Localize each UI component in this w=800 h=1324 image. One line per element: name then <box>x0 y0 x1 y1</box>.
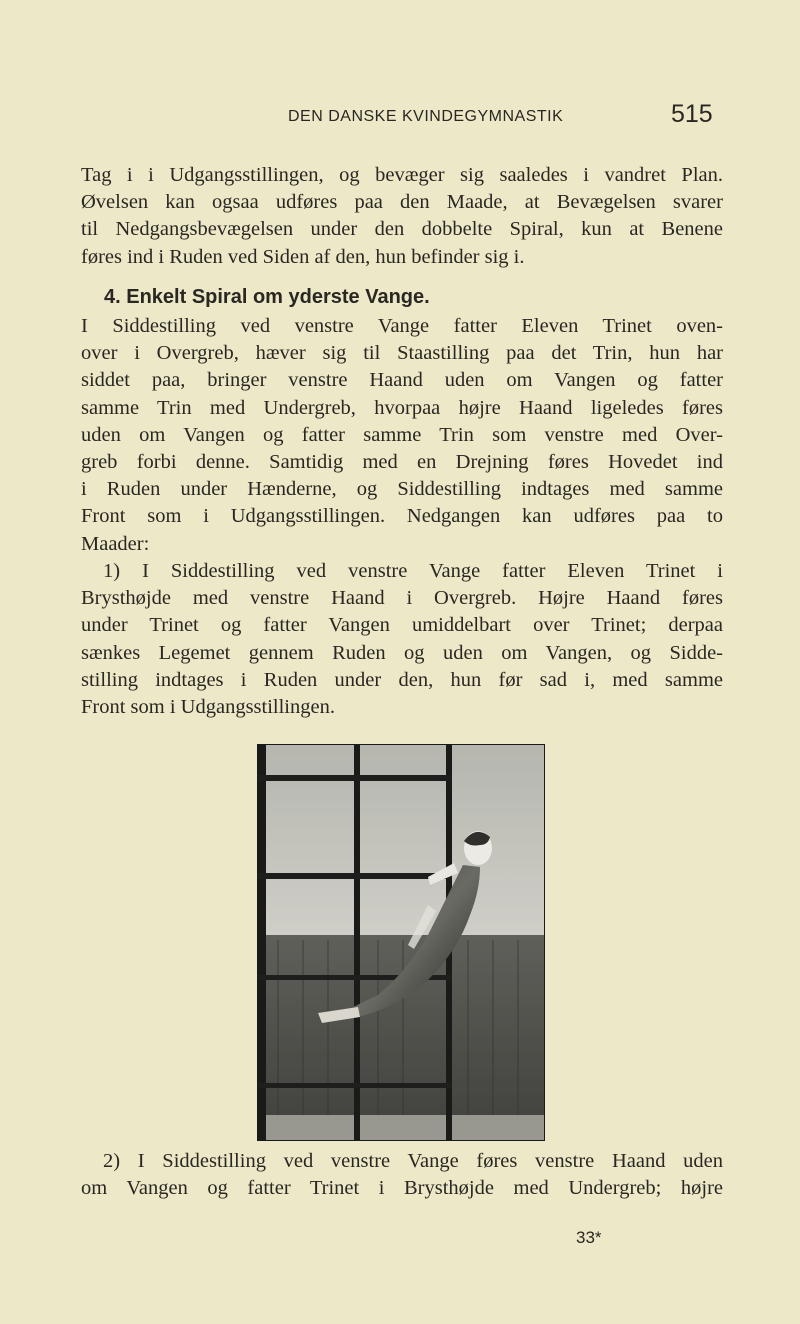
text-line: 1) I Siddestilling ved venstre Vange fatter Eleven Trinet i <box>103 560 723 582</box>
photograph-illustration <box>258 745 544 1140</box>
paragraph-exercise-description <box>81 313 723 558</box>
page-header <box>0 100 800 140</box>
text-line: Brysthøjde med venstre Haand i Overgreb. Højre Haand føres <box>81 587 723 610</box>
text-line: i Ruden under Hænderne, og Siddestilling indtages med samme <box>81 478 723 501</box>
text-line: om Vangen og fatter Trinet i Brysthøjde med Undergreb; højre <box>81 1177 723 1200</box>
paragraph-method-1 <box>81 558 723 721</box>
text-line: til Nedgangsbevægelsen under den dobbelte Spiral, kun at Benene <box>81 218 723 241</box>
text-line: under Trinet og fatter Vangen umiddelbart over Trinet; derpaa <box>81 614 723 637</box>
running-title: DEN DANSKE KVINDEGYMNASTIK <box>288 108 564 125</box>
signature-mark: 33* <box>576 1228 602 1247</box>
paragraph-method-2 <box>81 1148 723 1202</box>
text-line: Front som i Udgangsstillingen. Nedgangen kan udføres paa to <box>81 505 723 528</box>
text-line: siddet paa, bringer venstre Haand uden om Vangen og fatter <box>81 369 723 392</box>
text-line: greb forbi denne. Samtidig med en Drejning føres Hovedet ind <box>81 451 723 474</box>
text-line: sænkes Legemet gennem Ruden og uden om Vangen, og Sidde- <box>81 641 723 664</box>
text-line: Tag i i Udgangsstillingen, og bevæger sig saaledes i vandret Plan. <box>81 164 723 186</box>
text-line: stilling indtages i Ruden under den, hun før sad i, med samme <box>81 668 723 691</box>
text-line: Maader: <box>81 532 150 555</box>
text-line: samme Trin med Undergreb, hvorpaa højre Haand ligeledes føres <box>81 396 723 419</box>
paragraph-continuation <box>81 162 723 271</box>
photograph-wall-bars-exercise <box>257 744 545 1141</box>
text-line: I Siddestilling ved venstre Vange fatter Eleven Trinet oven- <box>81 315 723 337</box>
text-line: uden om Vangen og fatter samme Trin som venstre med Over- <box>81 423 723 446</box>
section-heading: 4. Enkelt Spiral om yderste Vange. <box>104 286 430 308</box>
text-line: over i Overgreb, hæver sig til Staastilling paa det Trin, hun har <box>81 342 723 365</box>
text-line: Øvelsen kan ogsaa udføres paa den Maade, at Bevægelsen svarer <box>81 191 723 214</box>
text-line: føres ind i Ruden ved Siden af den, hun befinder sig i. <box>81 245 525 268</box>
page-number: 515 <box>671 100 713 128</box>
text-line: Front som i Udgangsstillingen. <box>81 696 335 719</box>
text-line: 2) I Siddestilling ved venstre Vange føres venstre Haand uden <box>103 1150 723 1172</box>
